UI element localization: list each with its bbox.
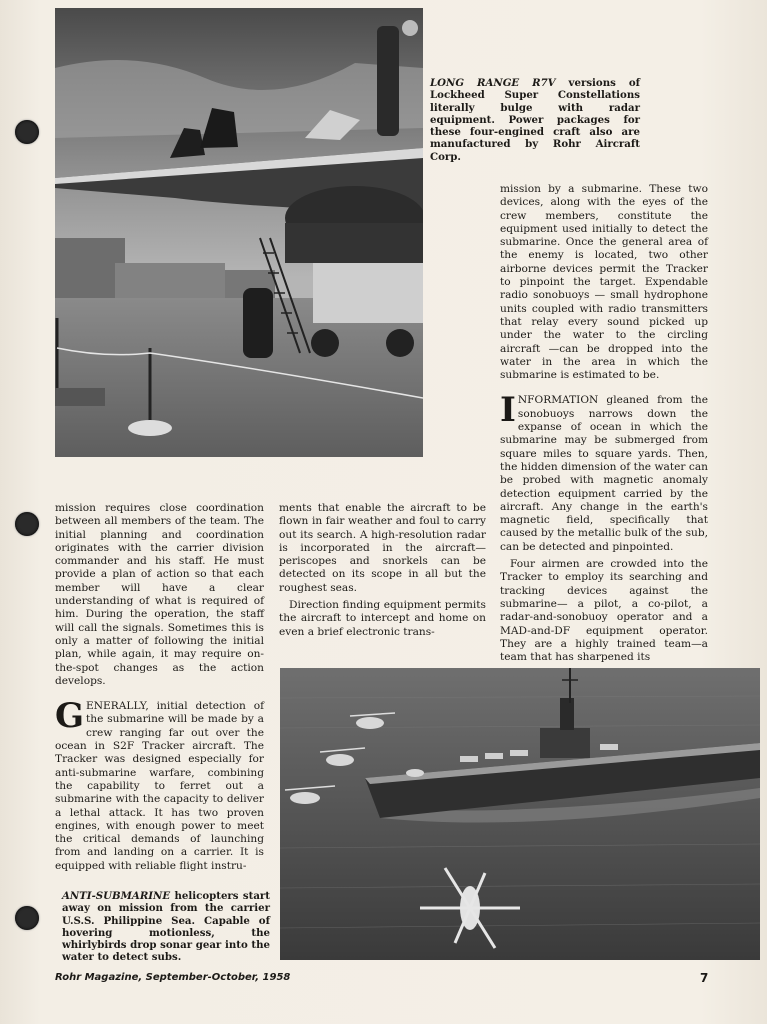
paragraph-text: ENERALLY, initial detection of the submarine will be made by a crew ranging far out over the ocean in S2F Tracker aircraft. The Tracker was designed especially for anti-submarine warfare, combining the capability to ferret out a submarine with the capacity to deliver a lethal attack. It has two proven engines, with enough power to meet the critical demands of launching from and landing on a carrier. It is equipped with reliable flight instru- — [55, 700, 264, 872]
publication-footer: Rohr Magazine, September-October, 1958 — [55, 972, 291, 983]
caption-body: helicopters start away on mission from the carrier U.S.S. Philippine Sea. Capable of hovering motionless, the whirlybirds drop sonar gear into the water to detect subs. — [62, 890, 271, 964]
page-number: 7 — [700, 971, 709, 985]
binder-hole-middle — [15, 512, 39, 536]
middle-column — [279, 502, 486, 643]
paragraph-with-drop-cap — [500, 390, 708, 554]
drop-cap: G — [55, 696, 85, 737]
paragraph: mission requires close coordination between all members of the team. The initial planning and coordination originates with the carrier division commander and his staff. He must provide a plan of action so that each member will have a clear understanding of what is required of him. During the operation, the staff will call the signals. Sometimes this is only a matter of following the initial plan, while again, it may require on-the-spot changes as the action develops. — [55, 502, 264, 687]
binder-hole-bottom — [15, 906, 39, 930]
caption-lead: ANTI-SUBMARINE — [62, 890, 171, 902]
paragraph: ments that enable the aircraft to be flown in fair weather and foul to carry out its search. A high-resolution radar is incorporated in the aircraft—periscopes and snorkels can be detected on its scope in all but the roughest seas. — [279, 502, 486, 594]
paragraph: Four airmen are crowded into the Tracker to employ its searching and tracking devices against the submarine— a pilot, a co-pilot, a radar-and-sonobuoy operator and a MAD-and-DF equipment operator. They are a highly trained team—a team that has sharpened its — [500, 558, 708, 664]
aircraft-photo-caption — [430, 77, 640, 163]
aircraft-photo — [55, 8, 423, 457]
paragraph-with-drop-cap — [55, 696, 264, 873]
paragraph-text: NFORMATION gleaned from the sonobuoys narrows down the expanse of ocean in which the submarine may be submerged from square miles to square yards. Then, the hidden dimension of the water can be probed with magnetic anomaly detection equipment carried by the aircraft. Any change in the earth's magnetic field, specifically that caused by the metallic bulk of the sub, can be detected and pinpointed. — [500, 394, 708, 553]
paragraph: mission by a submarine. These two devices, along with the eyes of the crew members, constitute the equipment used initially to detect the submarine. Once the general area of the enemy is located, two other airborne devices permit the Tracker to pinpoint the target. Expendable radio sonobuoys — small hydrophone units coupled with radio transmitters that relay every sound picked up under the water to the circling aircraft —can be dropped into the water in the area in which the submarine is estimated to be. — [500, 183, 708, 382]
binder-hole-top — [15, 120, 39, 144]
carrier-photo-caption — [62, 890, 270, 964]
right-column — [500, 183, 708, 668]
carrier-photo — [280, 668, 760, 960]
drop-cap: I — [500, 390, 516, 431]
paragraph: Direction finding equipment permits the aircraft to intercept and home on even a brief electronic trans- — [279, 599, 486, 638]
caption-body: versions of Lockheed Super Constellations literally bulge with radar equipment. Power packages for these four-engined craft also are manufactured by Rohr Aircraft Corp. — [430, 77, 640, 163]
caption-lead: LONG RANGE R7V — [430, 77, 556, 89]
left-column — [55, 502, 264, 877]
